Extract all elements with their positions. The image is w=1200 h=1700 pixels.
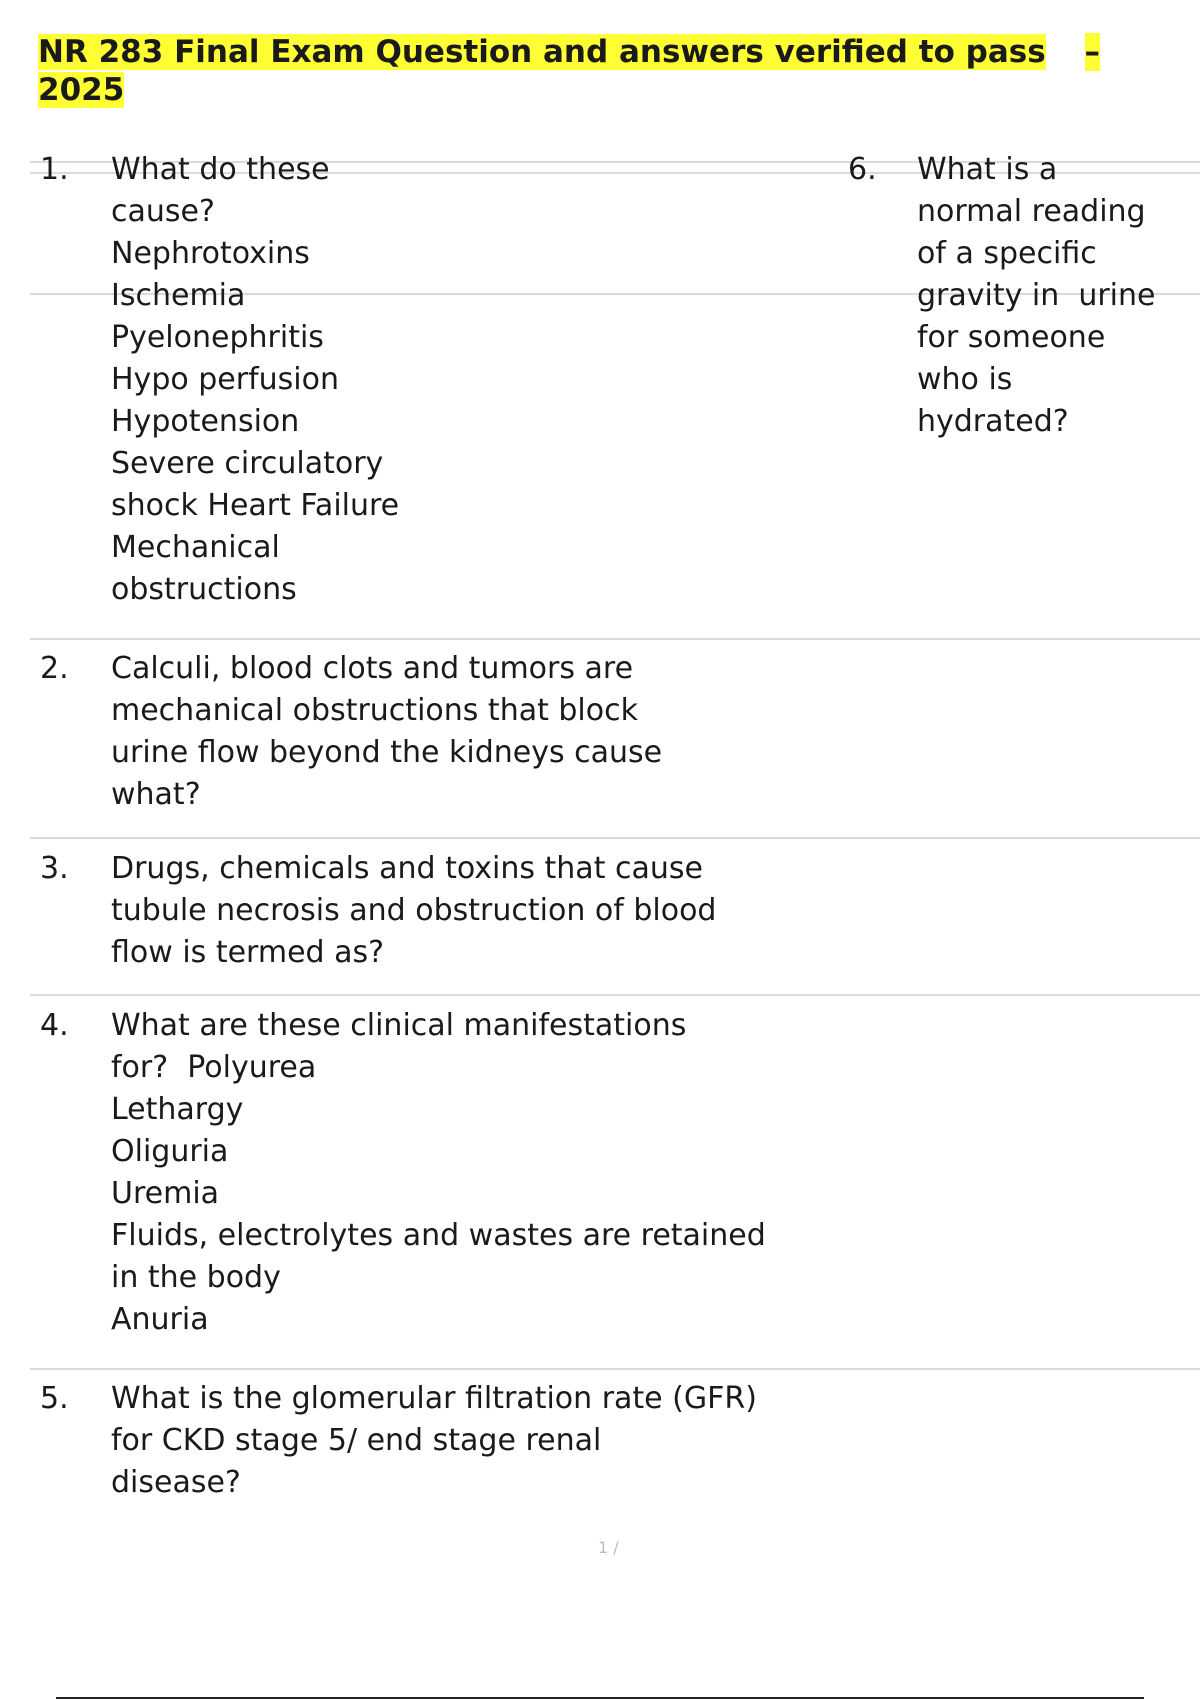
question-line: normal reading: [917, 194, 1146, 229]
question-line: flow is termed as?: [111, 935, 385, 970]
question-line: Ischemia: [111, 278, 246, 313]
page-number: 1 /: [598, 1538, 619, 1557]
question-line: Drugs, chemicals and toxins that cause: [111, 851, 703, 886]
question-line: mechanical obstructions that block: [111, 693, 638, 728]
question-line: disease?: [111, 1465, 241, 1500]
question-line: Calculi, blood clots and tumors are: [111, 651, 634, 686]
question-6-number: 6.: [848, 152, 877, 187]
question-line: Hypo perfusion: [111, 362, 339, 397]
question-line: Anuria: [111, 1302, 209, 1337]
question-line: urine flow beyond the kidneys cause: [111, 735, 663, 770]
table-rule-row-2: [30, 837, 1200, 839]
question-line: Severe circulatory: [111, 446, 384, 481]
footer-divider: [56, 1697, 1144, 1699]
question-line: What are these clinical manifestations: [111, 1008, 687, 1043]
question-4-text: [111, 1005, 766, 1341]
question-line: Nephrotoxins: [111, 236, 310, 271]
question-2-number: 2.: [40, 651, 69, 686]
table-rule-row-1: [30, 638, 1200, 640]
question-line: What is a: [917, 152, 1058, 187]
question-3-text: [111, 848, 716, 974]
table-rule-row-3: [30, 994, 1200, 996]
question-line: tubule necrosis and obstruction of blood: [111, 893, 717, 928]
title-line-1: NR 283 Final Exam Question and answers verified to pass: [38, 34, 1046, 70]
question-line: for? Polyurea: [111, 1050, 317, 1085]
question-line: Lethargy: [111, 1092, 244, 1127]
question-line: Pyelonephritis: [111, 320, 324, 355]
question-line: of a specific: [917, 236, 1097, 271]
question-line: cause?: [111, 194, 215, 229]
question-line: hydrated?: [917, 404, 1069, 439]
title-line-2: 2025: [38, 72, 125, 108]
question-line: Hypotension: [111, 404, 300, 439]
question-5-number: 5.: [40, 1381, 69, 1416]
question-1-number: 1.: [40, 152, 69, 187]
question-line: What is the glomerular filtration rate (GFR): [111, 1381, 757, 1416]
question-line: shock Heart Failure: [111, 488, 400, 523]
question-line: gravity in urine: [917, 278, 1156, 313]
question-line: obstructions: [111, 572, 297, 607]
question-line: for someone: [917, 320, 1106, 355]
question-line: Mechanical: [111, 530, 280, 565]
question-5-text: [111, 1378, 757, 1504]
document-title: [38, 33, 1128, 109]
question-2-text: [111, 648, 662, 816]
question-line: What do these: [111, 152, 330, 187]
question-line: who is: [917, 362, 1013, 397]
question-4-number: 4.: [40, 1008, 69, 1043]
question-3-number: 3.: [40, 851, 69, 886]
question-line: what?: [111, 777, 201, 812]
question-line: Fluids, electrolytes and wastes are retained: [111, 1218, 766, 1253]
question-6-text: [917, 149, 1155, 443]
question-line: in the body: [111, 1260, 281, 1295]
question-line: for CKD stage 5/ end stage renal: [111, 1423, 602, 1458]
question-line: Oliguria: [111, 1134, 229, 1169]
question-1-text: [111, 149, 399, 611]
question-line: Uremia: [111, 1176, 220, 1211]
title-dash: –: [1084, 34, 1100, 70]
table-rule-row-4: [30, 1368, 1200, 1370]
